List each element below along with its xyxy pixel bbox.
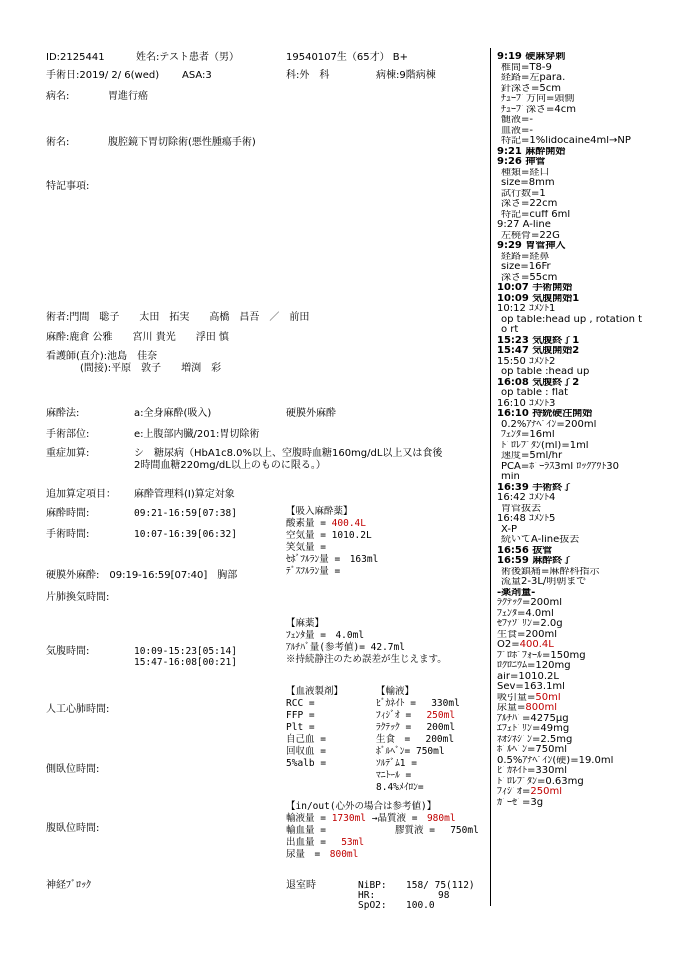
log-entry: 9:21 麻酔開始 xyxy=(497,146,566,157)
pneumo-label: 気腹時間: xyxy=(46,646,90,657)
log-entry: min xyxy=(501,472,520,482)
blood-loss-row: 出血量 = 53ml xyxy=(286,837,365,848)
log-entry: ﾁｭｰﾌﾞ深さ=4cm xyxy=(501,104,576,115)
nibp-label: NiBP: xyxy=(358,880,387,891)
severe-label: 重症加算: xyxy=(46,448,90,459)
event-log xyxy=(497,52,689,808)
log-entry: 吸引量=50ml xyxy=(497,692,561,703)
anesth-time: 09:21-16:59[07:38] xyxy=(134,508,237,519)
log-entry: 15:47 気腹開始2 xyxy=(497,346,580,356)
method-label: 麻酔法: xyxy=(46,408,80,419)
spo2-label: SpO2: xyxy=(358,900,387,911)
colloid-row: 膠質液 = 750ml xyxy=(395,825,479,836)
des-row: ﾃﾞｽﾌﾙﾗﾝ量 = xyxy=(286,566,341,577)
log-entry: 16:48 ｺﾒﾝﾄ5 xyxy=(497,514,556,524)
log-entry: ｶﾞｰｾﾞ=3g xyxy=(497,797,544,808)
log-entry: 15:23 気腹終了1 xyxy=(497,335,580,346)
plt-row: Plt = xyxy=(286,722,315,733)
hr-label: HR: xyxy=(358,890,376,901)
log-entry: 種類=経口 xyxy=(501,167,550,178)
pneumo-time-2: 15:47-16:08[00:21] xyxy=(134,657,237,668)
log-entry: 16:39 手術終了 xyxy=(497,482,573,493)
operation-label: 術名: xyxy=(46,137,70,148)
lactec-row: ﾗｸﾃｯｸ = 200ml xyxy=(376,722,456,733)
prone-label: 腹臥位時間: xyxy=(46,823,100,834)
o2-value: 400.4L xyxy=(331,518,366,529)
column-divider xyxy=(490,48,491,906)
extra-label: 追加算定項目： xyxy=(46,489,116,500)
exit-label: 退室時 xyxy=(286,880,316,891)
recovered-blood-row: 回収血 = xyxy=(286,746,326,757)
site-value: e:上腹部内臓/201:胃切除術 xyxy=(134,429,260,440)
log-entry: size=8mm xyxy=(501,178,555,188)
narcotic-title: 【麻薬】 xyxy=(286,618,325,629)
nurse-indirect: (間接):平原 敦子 増渕 彩 xyxy=(80,363,222,374)
site-label: 手術部位: xyxy=(46,429,90,440)
log-entry: 胃管抜去 xyxy=(501,503,541,514)
lateral-label: 側臥位時間: xyxy=(46,764,100,775)
log-entry: 0.2%ｱﾅﾍﾟｲﾝ=200ml xyxy=(501,419,597,430)
physio-row: ﾌｨｼﾞｵ = 250ml xyxy=(376,710,456,721)
log-entry: 生食=200ml xyxy=(497,629,557,640)
one-lung-label: 片肺換気時間: xyxy=(46,592,110,603)
log-entry: 16:59 麻酔終了 xyxy=(497,556,573,566)
spo2-value: 100.0 xyxy=(406,900,435,911)
log-entry: op table :head up xyxy=(501,367,590,377)
log-entry: ﾌｨｼﾞｵ=250ml xyxy=(497,787,562,797)
log-entry: -薬剤量- xyxy=(497,587,536,598)
log-entry: Sev=163.1ml xyxy=(497,682,565,692)
epidural-time: 硬膜外麻酔: 09:19-16:59[07:40] 胸部 xyxy=(46,570,238,581)
anesth-time-label: 麻酔時間: xyxy=(46,508,90,519)
log-entry: op table : flat xyxy=(501,388,569,398)
nibp-value: 158/ 75(112) xyxy=(406,880,475,891)
extra-value: 麻酔管理料(Ⅰ)算定対象 xyxy=(134,489,235,500)
saline-row: 生食 = 200ml xyxy=(376,734,455,745)
n2o-row: 笑気量 = xyxy=(286,542,326,553)
log-entry: 流量2-3L/明朝まで xyxy=(501,577,587,587)
infusion-total-row: 輸液量 = 1730ml →晶質液 = 980ml xyxy=(286,813,456,824)
log-entry: 特記=1%lidocaine4ml→NP xyxy=(501,136,631,146)
log-entry: 16:10 持続硬注開始 xyxy=(497,409,593,419)
patient-id: ID:2125441 xyxy=(46,52,105,63)
inout-title: 【in/out(心外の場合は参考値)】 xyxy=(286,801,437,812)
method-value: a:全身麻酔(吸入) xyxy=(134,408,212,419)
log-entry: ﾁｭｰﾌﾞ方向=頭側 xyxy=(501,94,575,104)
log-entry: ｴﾌｪﾄﾞﾘﾝ=49mg xyxy=(497,724,570,734)
log-entry: X-P xyxy=(501,524,517,535)
surgeons: 術者:門間 聡子 太田 拓実 高橋 昌吾 ／ 前田 xyxy=(46,312,310,323)
log-entry: 深さ=22cm xyxy=(501,199,558,209)
ward: 病棟:9階病棟 xyxy=(376,70,436,81)
auto-blood-row: 自己血 = xyxy=(286,734,326,745)
notes-label: 特記事項: xyxy=(46,181,90,192)
inhaled-title: 【吸入麻酔薬】 xyxy=(286,506,353,517)
operation-value: 腹腔鏡下胃切除術(悪性腫瘍手術) xyxy=(108,137,256,148)
log-entry: ｱﾙﾁﾊﾞ=4275μg xyxy=(497,713,569,724)
log-entry: 経路=経鼻 xyxy=(501,251,550,262)
pneumo-time-1: 10:09-15:23[05:14] xyxy=(134,646,237,657)
department: 科:外 科 xyxy=(286,70,330,81)
log-entry: 10:09 気腹開始1 xyxy=(497,293,580,304)
log-entry: 深さ=55cm xyxy=(501,272,558,283)
log-entry: 0.5%ｱﾅﾍﾟｲﾝ(硬)=19.0ml xyxy=(497,755,614,766)
log-entry: ﾋﾞｶﾈｲﾄ=330ml xyxy=(497,766,567,776)
log-entry: 左橈骨=22G xyxy=(501,230,560,241)
anesthesiologists: 麻酔:鹿倉 公雅 宮川 貴光 浮田 慎 xyxy=(46,332,229,343)
log-entry: O2=400.4L xyxy=(497,640,554,650)
log-entry: 16:10 ｺﾒﾝﾄ3 xyxy=(497,398,556,409)
patient-birth: 19540107生（65才） B+ xyxy=(286,52,409,63)
log-entry: 9:26 挿管 xyxy=(497,157,546,167)
urine-row: 尿量 = 800ml xyxy=(286,849,359,860)
transfusion-row: 輸血量 = xyxy=(286,825,326,836)
severe-line-2: 2時間血糖220mg/dL以上のものに限る。） xyxy=(134,460,326,471)
air-row: 空気量 = 1010.2L xyxy=(286,530,372,541)
log-entry: 15:50 ｺﾒﾝﾄ2 xyxy=(497,356,556,367)
log-entry: 速度=5ml/hr xyxy=(501,451,563,461)
log-entry: 経路=左para. xyxy=(501,73,566,83)
surgery-time-label: 手術時間: xyxy=(46,529,90,540)
log-entry: 特記=cuff 6ml xyxy=(501,209,571,220)
surgery-date: 手術日:2019/ 2/ 6(wed) xyxy=(46,70,160,81)
log-entry: ﾄﾞﾛﾚﾌﾟﾀﾝ(ml)=1ml xyxy=(501,440,589,451)
log-entry: o rt xyxy=(501,325,519,335)
sevo-row: ｾﾎﾞﾌﾙﾗﾝ量 = 163ml xyxy=(286,554,379,565)
method-value-2: 硬膜外麻酔 xyxy=(286,408,336,419)
soldem-row: ｿﾙﾃﾞﾑ1 = xyxy=(376,758,417,769)
narcotic-note: ※持続静注のため誤差が生じえます。 xyxy=(286,654,447,665)
nerve-block-label: 神経ﾌﾞﾛｯｸ xyxy=(46,880,91,891)
meylon-row: 8.4%ﾒｲﾛﾝ= xyxy=(376,782,424,793)
hr-value: 98 xyxy=(438,890,450,901)
mannitol-row: ﾏﾆﾄｰﾙ = xyxy=(376,770,412,781)
ffp-row: FFP = xyxy=(286,710,315,721)
log-entry: PCA=ﾎﾞｰﾗｽ3ml ﾛｯｸｱｳﾄ30 xyxy=(501,461,620,472)
infusion-title: 【輸液】 xyxy=(376,686,415,697)
asa-class: ASA:3 xyxy=(182,70,212,81)
severe-line-1: シ 糖尿病（HbA1c8.0%以上、空腹時血糖160mg/dL以上又は食後 xyxy=(134,448,443,459)
log-entry: ﾌｪﾝﾀ=4.0ml xyxy=(497,608,554,619)
log-entry: 椎間=T8-9 xyxy=(501,62,552,73)
log-entry: 尿量=800ml xyxy=(497,703,557,713)
log-entry: ﾛｸﾛﾆｳﾑ=120mg xyxy=(497,661,571,671)
log-entry: ﾎﾞﾙﾍﾞﾝ=750ml xyxy=(497,745,567,755)
log-entry: ｾﾌｧｿﾞﾘﾝ=2.0g xyxy=(497,619,563,629)
log-entry: 16:08 気腹終了2 xyxy=(497,377,580,388)
log-entry: 髄液=- xyxy=(501,115,533,125)
alb-row: 5%alb = xyxy=(286,758,327,769)
log-entry: ﾌｪﾝﾀ=16ml xyxy=(501,430,555,440)
log-entry: ﾄﾞﾛﾚﾌﾟﾀﾝ=0.63mg xyxy=(497,776,584,787)
rcc-row: RCC = xyxy=(286,698,315,709)
diagnosis-label: 病名: xyxy=(46,91,70,102)
surgery-time: 10:07-16:39[06:32] xyxy=(134,529,237,540)
voluven-row: ﾎﾞﾙﾍﾞﾝ= 750ml xyxy=(376,746,445,757)
log-entry: ﾈｵｼﾈｼﾞﾝ=2.5mg xyxy=(497,734,573,745)
o2-row: 酸素量 = 400.4L xyxy=(286,518,366,529)
cpb-label: 人工心肺時間: xyxy=(46,704,110,715)
log-entry: 針深さ=5cm xyxy=(501,83,561,94)
log-entry: 9:19 硬麻穿刺 xyxy=(497,52,566,62)
bicarb-row: ﾋﾞｶﾈｲﾄ = 330ml xyxy=(376,698,460,709)
log-entry: 16:42 ｺﾒﾝﾄ4 xyxy=(497,493,556,503)
log-entry: 続いてA-line抜去 xyxy=(501,535,580,545)
diagnosis-value: 胃進行癌 xyxy=(108,91,148,102)
fenta-row: ﾌｪﾝﾀ量 = 4.0ml xyxy=(286,630,365,641)
blood-title: 【血液製剤】 xyxy=(286,686,344,697)
log-entry: op table:head up , rotation t xyxy=(501,314,643,325)
log-entry: 術後鎮痛=麻酔科指示 xyxy=(501,566,600,577)
log-entry: 9:29 胃管挿入 xyxy=(497,241,566,251)
log-entry: 16:56 抜管 xyxy=(497,545,553,556)
ulti-row: ｱﾙﾁﾊﾞ量(参考値)= 42.7ml xyxy=(286,642,405,653)
log-entry: ﾗｸﾃｯｸ=200ml xyxy=(497,598,562,608)
log-entry: 9:27 A-line xyxy=(497,220,551,230)
log-entry: 10:07 手術開始 xyxy=(497,283,573,293)
patient-name: 姓名:テスト患者（男） xyxy=(136,52,239,63)
log-entry: size=16Fr xyxy=(501,262,551,272)
nurse-direct: 看護師(直介):池島 佳奈 xyxy=(46,351,158,362)
log-entry: 10:12 ｺﾒﾝﾄ1 xyxy=(497,304,556,314)
log-entry: 血液=- xyxy=(501,125,533,136)
log-entry: ﾌﾟﾛﾎﾟﾌｫｰﾙ=150mg xyxy=(497,650,586,661)
log-entry: air=1010.2L xyxy=(497,671,559,682)
log-entry: 試行数=1 xyxy=(501,188,546,199)
